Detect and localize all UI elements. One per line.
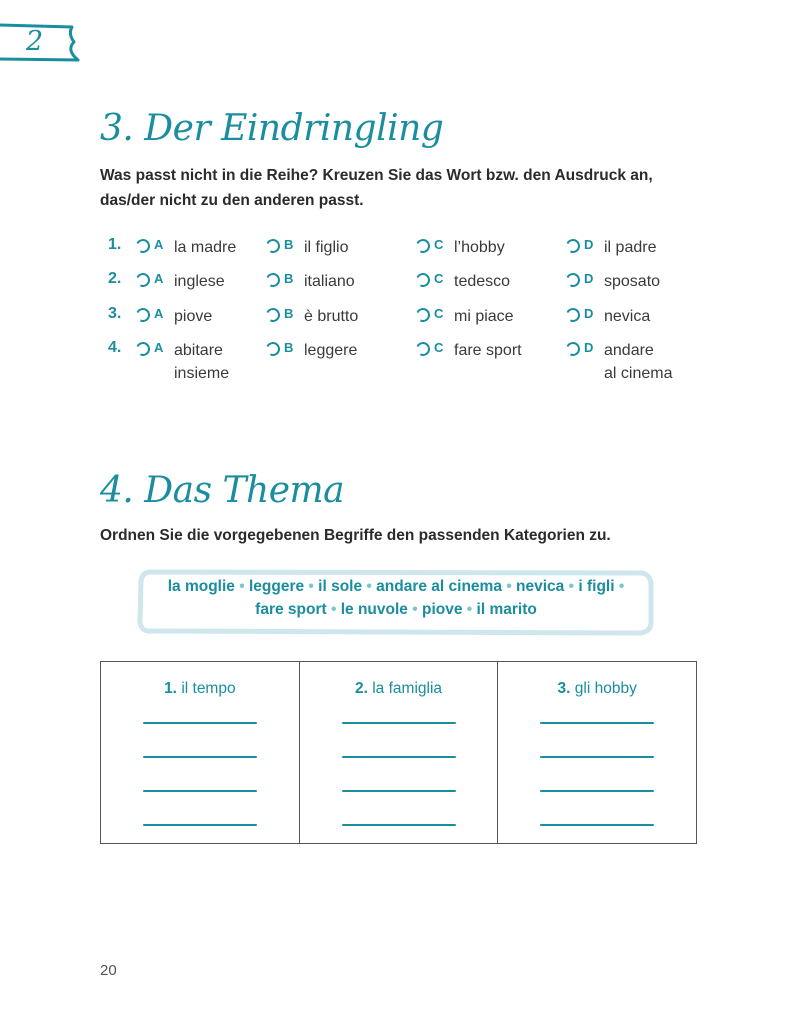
answer-line[interactable]: [342, 824, 456, 826]
section3-instruction: [100, 163, 720, 213]
instruction-line: Was passt nicht in die Reihe? Kreuzen Sie das Wort bzw. den Ausdruck an,: [100, 167, 653, 184]
word-bank-term: i figli: [578, 578, 615, 595]
option-checkbox[interactable]: [134, 237, 152, 255]
category-label: il tempo: [181, 680, 236, 697]
option-text: sposato: [604, 273, 661, 290]
word-bank-term: la moglie: [167, 578, 235, 595]
option-letter: D: [584, 306, 594, 321]
answer-line[interactable]: [143, 722, 257, 724]
option-letter: C: [434, 306, 444, 321]
option-letter: B: [284, 306, 294, 321]
word-bank-separator: •: [239, 578, 245, 595]
exercise-row: [100, 270, 720, 310]
exercise-row: [100, 339, 720, 382]
option-checkbox[interactable]: [134, 340, 152, 358]
word-bank-term: il sole: [318, 578, 363, 595]
category-table: [100, 661, 697, 844]
section-title-eindringling: 3. Der Eindringling: [100, 108, 444, 149]
word-bank: [136, 568, 656, 636]
option-checkbox[interactable]: [414, 237, 432, 255]
option-text: piove: [174, 308, 213, 325]
word-bank-term: piove: [421, 601, 463, 618]
word-bank-separator: •: [308, 578, 314, 595]
word-bank-term: nevica: [516, 578, 565, 595]
word-bank-term: le nuvole: [340, 601, 408, 618]
word-bank-separator: •: [366, 578, 372, 595]
category-number: 2.: [354, 680, 368, 697]
option-checkbox[interactable]: [564, 340, 582, 358]
option-letter: A: [154, 340, 164, 355]
word-bank-term: fare sport: [255, 601, 327, 618]
answer-line[interactable]: [540, 722, 654, 724]
option-letter: B: [284, 340, 294, 355]
word-bank-separator: •: [412, 601, 418, 618]
word-bank-separator: •: [466, 601, 473, 618]
option-text: leggere: [304, 342, 358, 359]
option-text: il figlio: [304, 239, 349, 256]
word-bank-separator: •: [618, 578, 625, 595]
chapter-number: 2: [26, 26, 44, 57]
word-bank-line-1: [136, 578, 656, 596]
page-number: 20: [100, 962, 117, 979]
answer-line[interactable]: [540, 756, 654, 758]
word-bank-term: il marito: [476, 601, 537, 618]
option-text: mi piace: [454, 308, 514, 325]
answer-line[interactable]: [540, 790, 654, 792]
option-letter: D: [584, 271, 594, 286]
option-text: fare sport: [454, 342, 522, 359]
answer-line[interactable]: [342, 790, 456, 792]
option-letter: C: [434, 340, 444, 355]
option-checkbox[interactable]: [134, 306, 152, 324]
answer-line[interactable]: [143, 790, 257, 792]
word-bank-separator: •: [506, 578, 512, 595]
option-checkbox[interactable]: [564, 306, 582, 324]
option-letter: C: [434, 237, 444, 252]
word-bank-term: leggere: [248, 578, 305, 595]
option-letter: B: [284, 271, 294, 286]
category-column: [101, 662, 300, 843]
answer-line[interactable]: [143, 824, 257, 826]
answer-line[interactable]: [143, 756, 257, 758]
option-checkbox[interactable]: [414, 340, 432, 358]
option-text: il padre: [604, 239, 657, 256]
option-letter: D: [584, 237, 594, 252]
option-letter: B: [284, 237, 294, 252]
answer-line[interactable]: [342, 722, 456, 724]
category-column: [300, 662, 499, 843]
option-letter: D: [584, 340, 594, 355]
option-checkbox[interactable]: [564, 237, 582, 255]
category-heading: [101, 680, 299, 698]
option-checkbox[interactable]: [134, 271, 152, 289]
category-label: gli hobby: [574, 680, 637, 697]
option-text: l’hobby: [454, 239, 505, 256]
option-letter: A: [154, 306, 164, 321]
word-bank-separator: •: [568, 578, 575, 595]
instruction-line: das/der nicht zu den anderen passt.: [100, 192, 364, 209]
option-letter: A: [154, 237, 164, 252]
section4-instruction: Ordnen Sie die vorgegebenen Begriffe den passenden Kategorien zu.: [100, 527, 611, 544]
answer-line[interactable]: [342, 756, 456, 758]
option-checkbox[interactable]: [414, 306, 432, 324]
word-bank-line-2: [136, 601, 656, 619]
category-number: 3.: [557, 680, 571, 697]
option-text: andare al cinema: [604, 342, 673, 382]
chapter-tab: [0, 22, 84, 64]
row-number: 4.: [108, 339, 122, 356]
option-text: italiano: [304, 273, 355, 290]
category-heading: [498, 680, 696, 698]
section-title-thema: 4. Das Thema: [100, 470, 345, 511]
option-checkbox[interactable]: [414, 271, 432, 289]
row-number: 1.: [108, 236, 122, 253]
word-bank-term: andare al cinema: [376, 578, 502, 595]
category-heading: [300, 680, 498, 698]
option-text: la madre: [174, 239, 237, 256]
category-label: la famiglia: [372, 680, 443, 697]
option-letter: A: [154, 271, 164, 286]
option-text: inglese: [174, 273, 225, 290]
category-number: 1.: [164, 680, 177, 697]
option-letter: C: [434, 271, 444, 286]
option-text: abitare insieme: [174, 342, 230, 382]
row-number: 3.: [108, 305, 122, 322]
row-number: 2.: [108, 270, 122, 287]
option-text: tedesco: [454, 273, 511, 290]
option-checkbox[interactable]: [564, 271, 582, 289]
option-text: nevica: [604, 308, 651, 325]
category-column: [498, 662, 696, 843]
option-text: è brutto: [304, 308, 359, 325]
word-bank-separator: •: [330, 601, 337, 618]
answer-line[interactable]: [540, 824, 654, 826]
